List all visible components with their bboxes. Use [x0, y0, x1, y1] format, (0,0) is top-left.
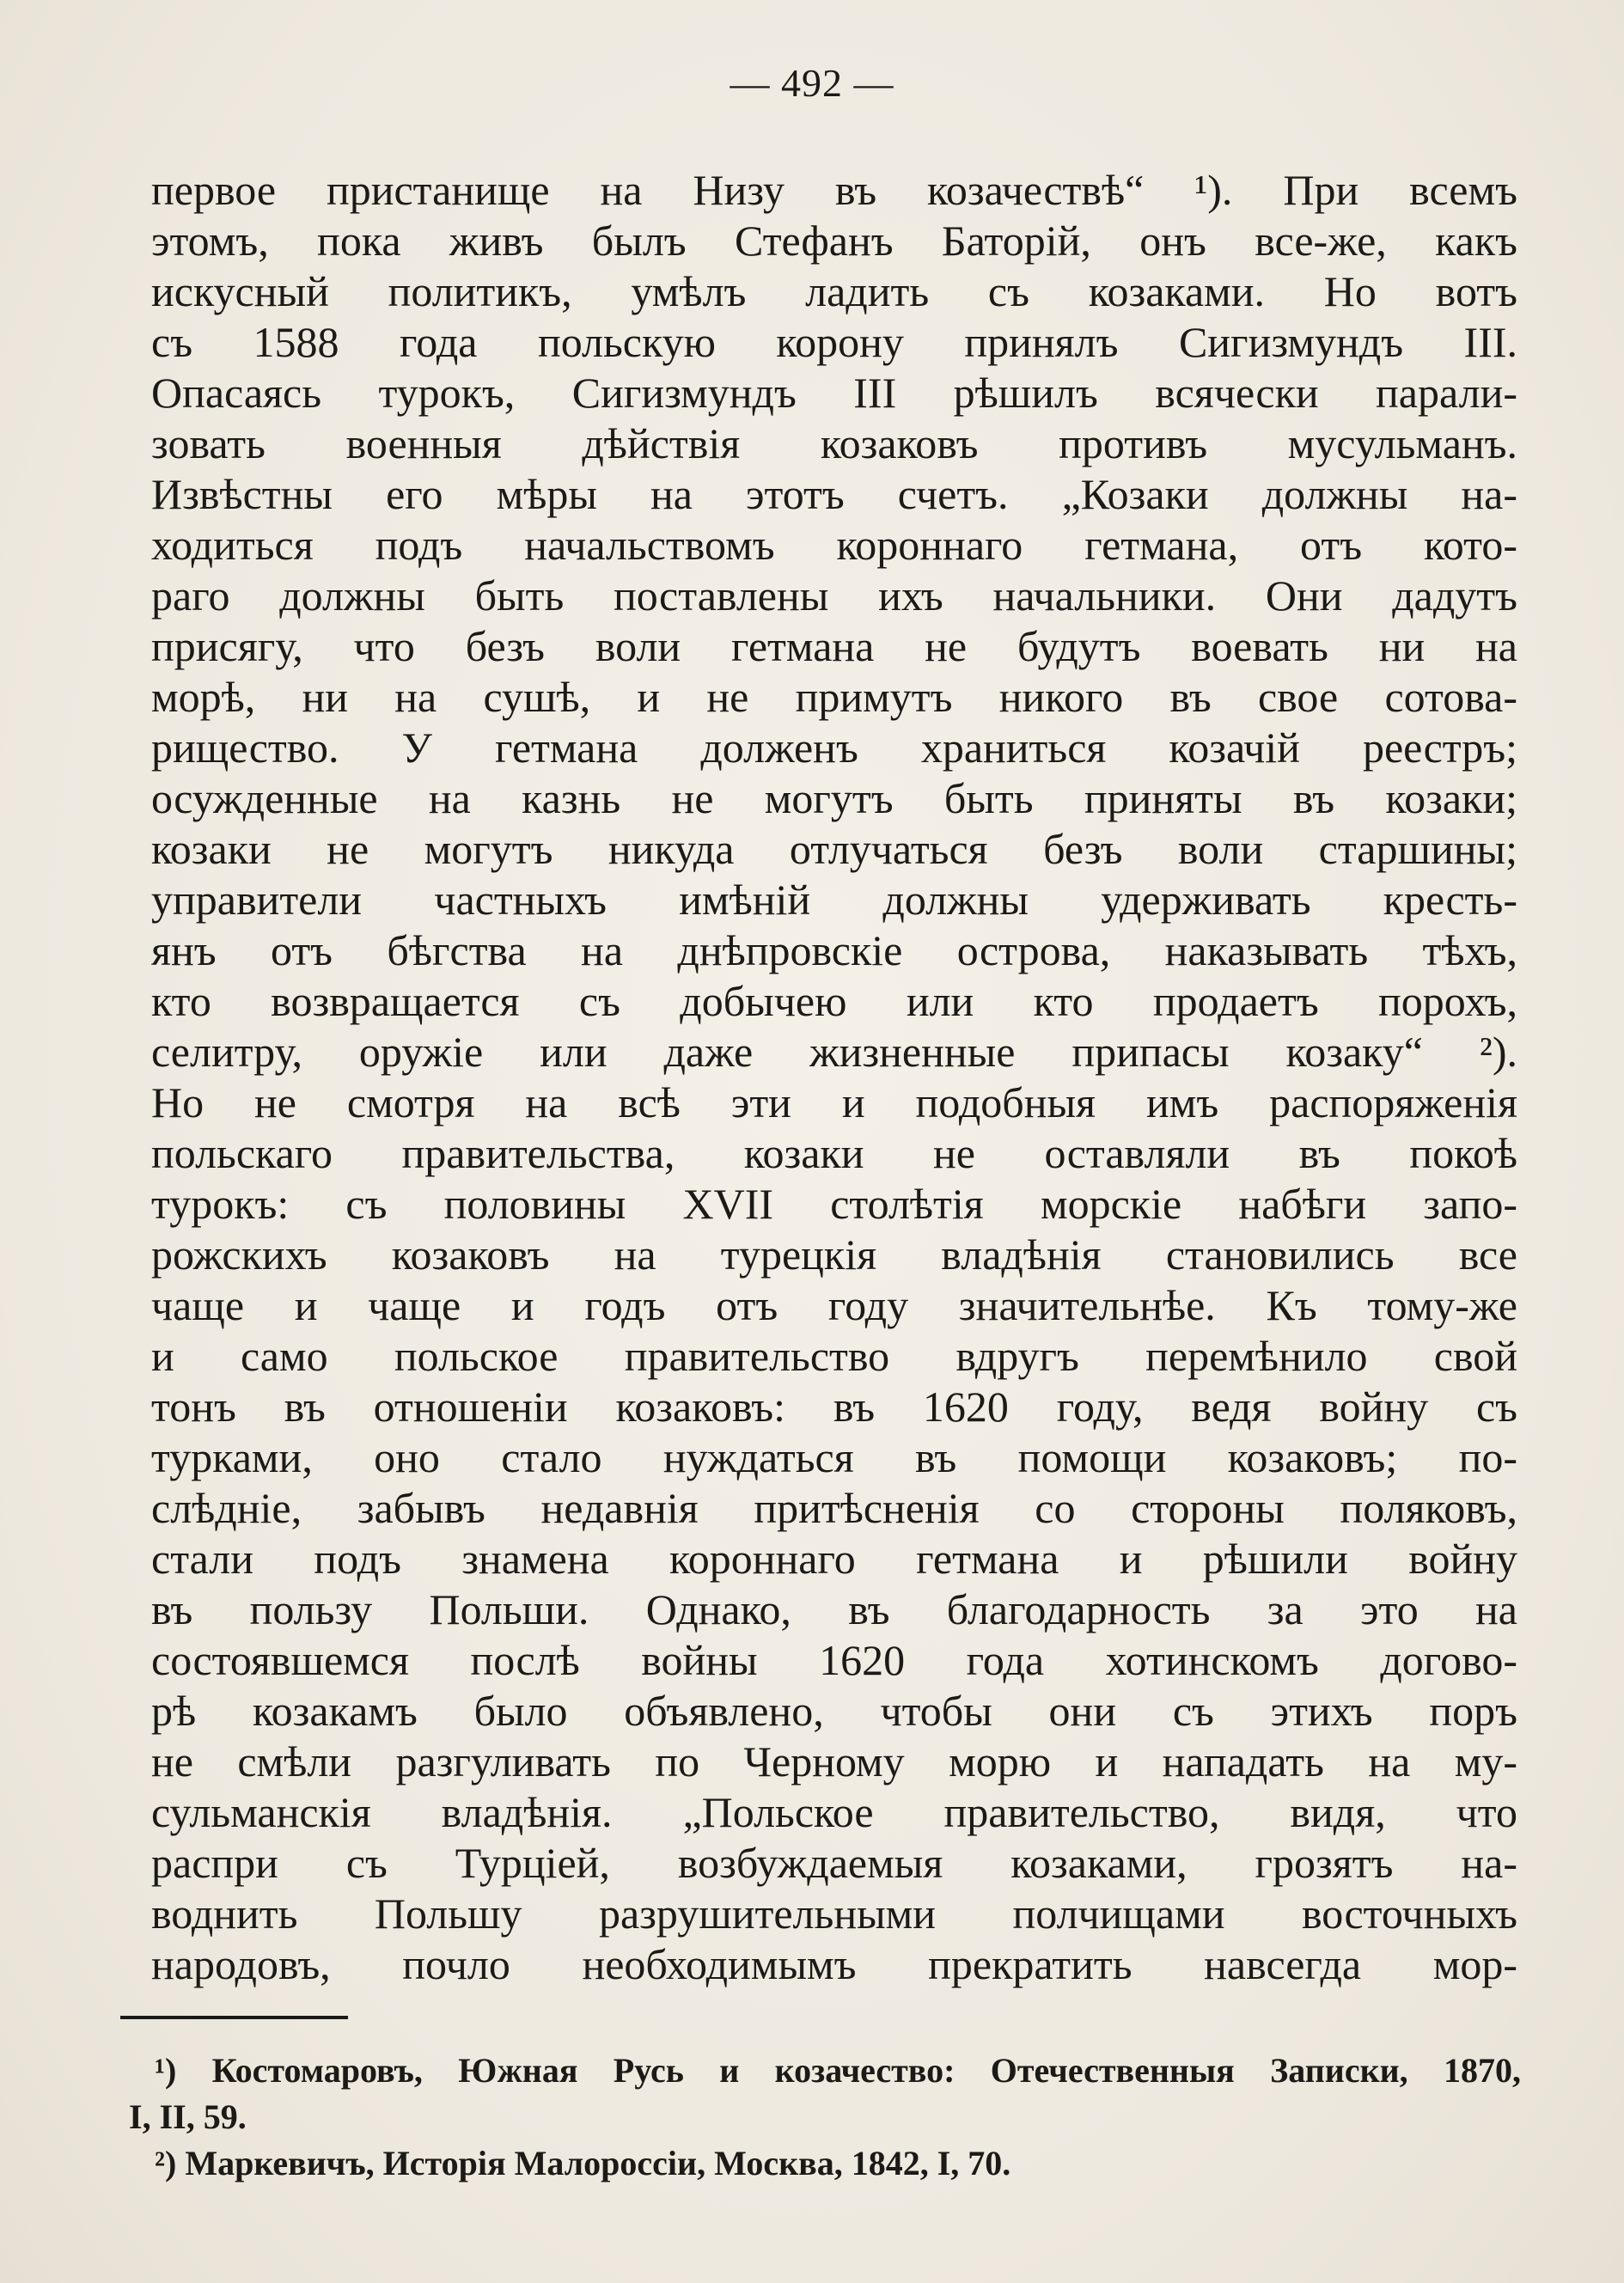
text-line: янъ отъ бѣгства на днѣпровскіе острова, наказывать тѣхъ,: [151, 926, 1517, 974]
text-line: польскаго правительства, козаки не оставляли въ покоѣ: [151, 1129, 1517, 1177]
text-line: сульманскія владѣнія. „Польское правительство, видя, что: [151, 1788, 1517, 1836]
text-line: съ 1588 года польскую корону принялъ Сигизмундъ III.: [151, 318, 1517, 366]
text-line: народовъ, почло необходимымъ прекратить навсегда мор-: [151, 1940, 1517, 1988]
footnote-1-continuation: I, II, 59.: [129, 2097, 247, 2136]
text-line: осужденные на казнь не могутъ быть приняты въ козаки;: [151, 774, 1517, 822]
text-line: Извѣстны его мѣры на этотъ счетъ. „Козаки должны на-: [151, 470, 1517, 518]
text-line: стали подъ знамена короннаго гетмана и рѣшили войну: [151, 1535, 1517, 1583]
text-line: въ пользу Польши. Однако, въ благодарность за это на: [151, 1585, 1517, 1633]
text-line: и само польское правительство вдругъ перемѣнило свой: [151, 1332, 1517, 1380]
text-line: первое пристанище на Низу въ козачествѣ“ ¹). При всемъ: [151, 166, 1517, 214]
text-line: селитру, оружіе или даже жизненные припасы козаку“ ²).: [151, 1028, 1517, 1076]
footnote-divider: [120, 2016, 348, 2019]
text-line: чаще и чаще и годъ отъ году значительнѣе. Къ тому-же: [151, 1281, 1517, 1329]
text-line: тонъ въ отношеніи козаковъ: въ 1620 году, ведя войну съ: [151, 1383, 1517, 1431]
text-line: состоявшемся послѣ войны 1620 года хотинскомъ догово-: [151, 1636, 1517, 1684]
text-line: кто возвращается съ добычею или кто продаетъ порохъ,: [151, 977, 1517, 1025]
text-line: ходиться подъ начальствомъ короннаго гетмана, отъ кото-: [151, 521, 1517, 569]
footnote-2: ²) Маркевичъ, Исторія Малороссіи, Москва, 1842, I, 70.: [155, 2144, 1011, 2182]
text-line: Опасаясь турокъ, Сигизмундъ III рѣшилъ всячески парали-: [151, 369, 1517, 417]
text-line: раго должны быть поставлены ихъ начальники. Они дадутъ: [151, 571, 1517, 620]
text-line: зовать военныя дѣйствія козаковъ противъ мусульманъ.: [151, 419, 1517, 467]
footnote-1: ¹) Костомаровъ, Южная Русь и козачество: Отечественныя Записки, 1870,: [155, 2051, 1521, 2090]
text-line: присягу, что безъ воли гетмана не будутъ воевать ни на: [151, 622, 1517, 670]
text-line: рожскихъ козаковъ на турецкія владѣнія становились все: [151, 1230, 1517, 1279]
text-line: управители частныхъ имѣній должны удерживать кресть-: [151, 876, 1517, 924]
footnotes: [129, 2048, 1521, 2187]
text-line: этомъ, пока живъ былъ Стефанъ Баторій, онъ все-же, какъ: [151, 217, 1517, 265]
text-line: не смѣли разгуливать по Черному морю и нападать на му-: [151, 1737, 1517, 1786]
text-line: слѣдніе, забывъ недавнія притѣсненія со стороны поляковъ,: [151, 1484, 1517, 1532]
text-line: Но не смотря на всѣ эти и подобныя имъ распоряженія: [151, 1078, 1517, 1126]
text-line: турками, оно стало нуждаться въ помощи козаковъ; по-: [151, 1433, 1517, 1481]
text-line: рищество. У гетмана долженъ храниться козачій реестръ;: [151, 723, 1517, 772]
main-text: [151, 165, 1517, 1990]
text-line: рѣ козакамъ было объявлено, чтобы они съ этихъ поръ: [151, 1687, 1517, 1735]
text-line: козаки не могутъ никуда отлучаться безъ воли старшины;: [151, 825, 1517, 873]
text-line: морѣ, ни на сушѣ, и не примутъ никого въ свое сотова-: [151, 673, 1517, 721]
text-line: воднить Польшу разрушительными полчищами восточныхъ: [151, 1889, 1517, 1938]
text-line: распри съ Турціей, возбуждаемыя козаками, грозятъ на-: [151, 1839, 1517, 1887]
page-number: — 492 —: [730, 61, 894, 105]
text-line: турокъ: съ половины XVII столѣтія морскіе набѣги запо-: [151, 1180, 1517, 1228]
text-line: искусный политикъ, умѣлъ ладить съ козаками. Но вотъ: [151, 267, 1517, 315]
